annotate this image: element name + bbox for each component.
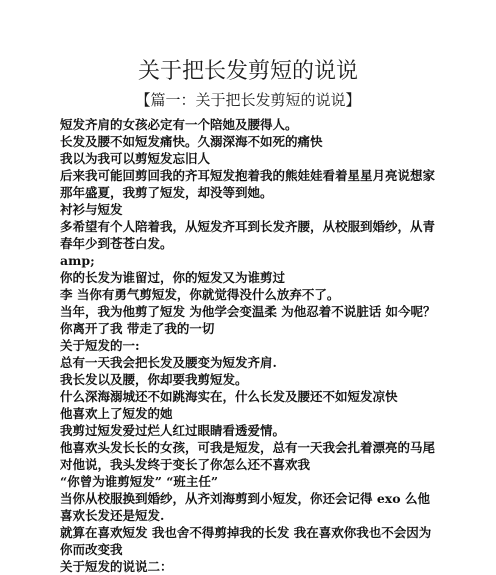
body-line: 那年盛夏，我剪了短发，却没等到她。 xyxy=(60,185,273,200)
body-line: 什么深海溺城还不如跳海实在，什么长发及腰还不如短发凉快 xyxy=(60,389,398,404)
body-line: 我以为我可以剪短发忘旧人 xyxy=(60,151,211,166)
document-title: 关于把长发剪短的说说 xyxy=(137,59,358,84)
body-line: 短发齐肩的女孩必定有一个陪她及腰得人。 xyxy=(60,117,298,132)
body-line: 长发及腰不如短发痛快。久溺深海不如死的痛快 xyxy=(60,134,323,149)
body-line: 关于短发的说说二： xyxy=(60,559,173,574)
body-line: 李 当你有勇气剪短发，你就觉得没什么放弃不了。 xyxy=(60,287,340,302)
body-line: 衬衫与短发 xyxy=(60,202,123,217)
body-line: 总有一天我会把长发及腰变为短发齐肩. xyxy=(60,355,277,370)
document-body xyxy=(60,116,438,575)
body-line: 当你从校服换到婚纱，从齐刘海剪到小短发，你还会记得 exo 么他喜欢长发还是短发. xyxy=(60,491,430,523)
body-line: 我剪过短发爱过烂人红过眼睛看透爱情。 xyxy=(60,423,286,438)
body-line: 当年，我为他剪了短发 为他学会变温柔 为他忍着不说脏话 如今呢？你离开了我 带走了我的一切 xyxy=(60,304,436,336)
body-line: 我长发以及腰，你却要我剪短发。 xyxy=(60,372,248,387)
body-line: 他喜欢头发长长的女孩，可我是短发，总有一天我会扎着漂亮的马尾对他说，我头发终于变长了你怎么还不喜欢我 xyxy=(60,440,436,472)
body-line: 你的长发为谁留过，你的短发又为谁剪过 xyxy=(60,270,286,285)
document-subtitle: 【篇一：关于把长发剪短的说说】 xyxy=(135,91,361,109)
body-line: 他喜欢上了短发的她 xyxy=(60,406,173,421)
body-line: amp; xyxy=(60,253,95,268)
body-line: 就算在喜欢短发 我也舍不得剪掉我的长发 我在喜欢你我也不会因为你而改变我 xyxy=(60,525,432,557)
body-line: 关于短发的一: xyxy=(60,338,140,353)
body-line: 后来我可能回剪回我的齐耳短发抱着我的熊娃娃看着星星月亮说想家 xyxy=(60,168,436,183)
body-line: 多希望有个人陪着我，从短发齐耳到长发齐腰，从校服到婚纱，从青春年少到苍苍白发。 xyxy=(60,219,436,251)
body-line: “你曾为谁剪短发” “班主任” xyxy=(60,474,219,489)
